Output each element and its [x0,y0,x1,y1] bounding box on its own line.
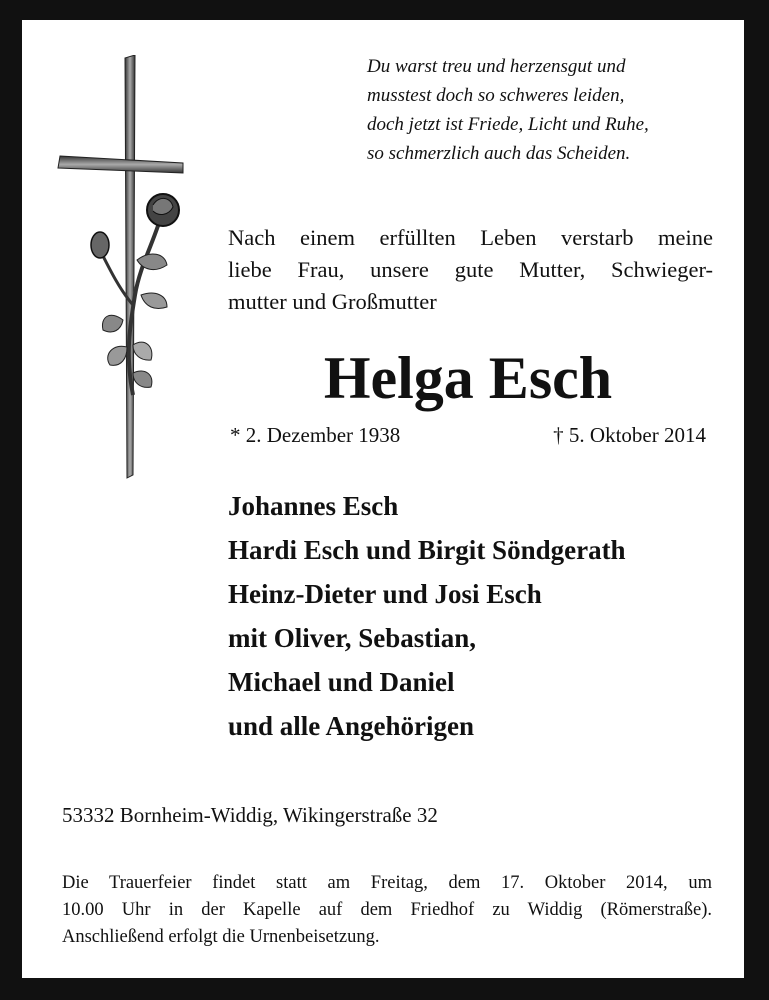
mourner-line: mit Oliver, Sebastian, [228,623,477,653]
intro-text [228,222,713,318]
mourner-line: Hardi Esch und Birgit Söndgerath [228,535,626,565]
death-date: † 5. Oktober 2014 [553,423,706,447]
service-line: 10.00 Uhr in der Kapelle auf dem Friedhof zu Widdig (Römerstraße). [62,900,712,920]
poem-line: doch jetzt ist Friede, Licht und Ruhe, [367,114,649,135]
service-line: Die Trauerfeier findet statt am Freitag, dem 17. Oktober 2014, um [62,873,712,893]
mourner-line: Heinz-Dieter und Josi Esch [228,579,542,609]
funeral-service-info [62,870,712,951]
mourners-list [228,484,708,748]
deceased-name: Helga Esch [323,345,613,411]
service-line: Anschließend erfolgt die Urnenbeisetzung. [62,927,380,947]
cross-with-rose-icon [55,55,185,480]
intro-line: mutter und Großmutter [228,289,437,314]
mourner-line: Michael und Daniel [228,667,455,697]
poem-line: so schmerzlich auch das Scheiden. [367,143,631,164]
mourner-line: und alle Angehörigen [228,711,475,741]
intro-line: liebe Frau, unsere gute Mutter, Schwieger- [228,257,713,282]
birth-date: * 2. Dezember 1938 [230,423,401,447]
poem-line: Du warst treu und herzensgut und [367,56,626,77]
mourner-line: Johannes Esch [228,491,399,521]
intro-line: Nach einem erfüllten Leben verstarb meine [228,225,713,250]
address: 53332 Bornheim-Widdig, Wikingerstraße 32 [62,803,438,827]
poem-line: musstest doch so schweres leiden, [367,85,625,106]
poem [367,52,727,168]
